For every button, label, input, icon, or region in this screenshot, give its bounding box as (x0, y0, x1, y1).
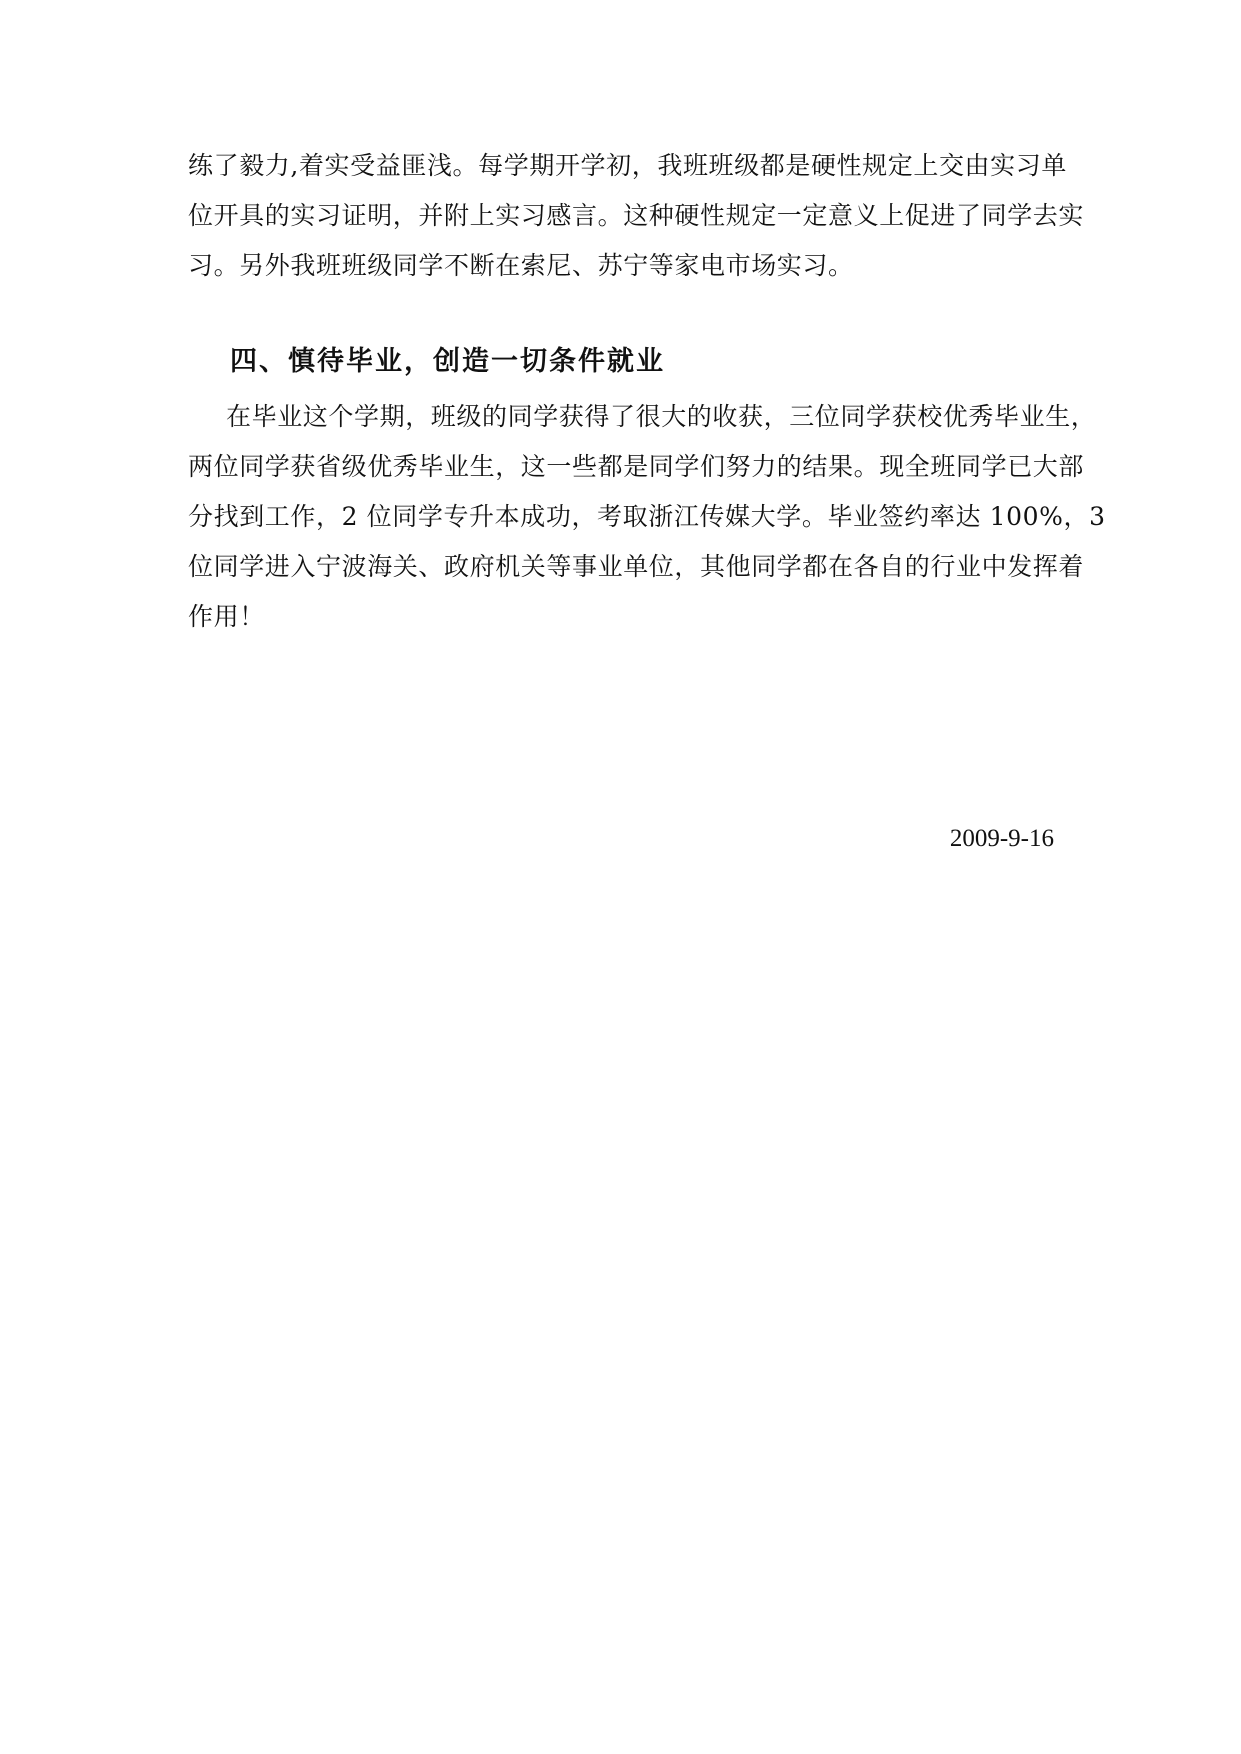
paragraph-line: 习。另外我班班级同学不断在索尼、苏宁等家电市场实习。 (188, 251, 854, 280)
paragraph-line: 在毕业这个学期，班级的同学获得了很大的收获，三位同学获校优秀毕业生， (226, 402, 1097, 431)
paragraph-line: 作用！ (188, 602, 265, 631)
paragraph-line: 两位同学获省级优秀毕业生，这一些都是同学们努力的结果。现全班同学已大部 (188, 452, 1085, 481)
paragraph-line: 练了毅力,着实受益匪浅。每学期开学初，我班班级都是硬性规定上交由实习单 (188, 151, 1067, 180)
paragraph-line: 位开具的实习证明，并附上实习感言。这种硬性规定一定意义上促进了同学去实 (188, 201, 1085, 230)
section-heading: 四、慎待毕业，创造一切条件就业 (230, 346, 665, 377)
document-date: 2009-9-16 (949, 825, 1054, 852)
paragraph-line: 位同学进入宁波海关、政府机关等事业单位，其他同学都在各自的行业中发挥着 (188, 552, 1085, 581)
paragraph-line: 分找到工作，2 位同学专升本成功，考取浙江传媒大学。毕业签约率达 100%，3 (188, 502, 1106, 531)
